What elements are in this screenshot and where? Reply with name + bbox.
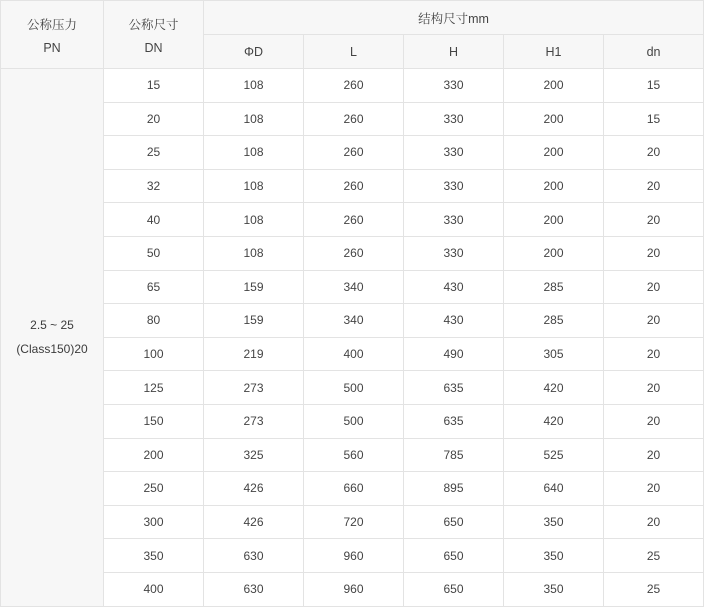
cell-h: 330	[404, 136, 504, 170]
table-row	[1, 337, 704, 371]
cell-l: 260	[304, 69, 404, 103]
table-row	[1, 371, 704, 405]
cell-h1: 350	[504, 572, 604, 606]
cell-phi-d: 108	[204, 169, 304, 203]
cell-dn2: 20	[604, 438, 704, 472]
cell-dn: 100	[104, 337, 204, 371]
cell-h: 330	[404, 236, 504, 270]
cell-h: 330	[404, 102, 504, 136]
cell-h1: 350	[504, 505, 604, 539]
header-nominal-pressure-line1: 公称压力	[26, 17, 77, 32]
header-col-dn: dn	[604, 35, 704, 69]
table-row	[1, 304, 704, 338]
cell-h: 895	[404, 472, 504, 506]
table-row	[1, 102, 704, 136]
cell-phi-d: 273	[204, 371, 304, 405]
table-row	[1, 236, 704, 270]
cell-dn2: 15	[604, 102, 704, 136]
cell-h: 635	[404, 371, 504, 405]
cell-h: 330	[404, 169, 504, 203]
cell-l: 260	[304, 102, 404, 136]
cell-phi-d: 630	[204, 539, 304, 573]
cell-phi-d: 426	[204, 505, 304, 539]
cell-dn2: 20	[604, 270, 704, 304]
header-col-l: L	[304, 35, 404, 69]
cell-h1: 420	[504, 404, 604, 438]
cell-h: 650	[404, 572, 504, 606]
table-row	[1, 136, 704, 170]
cell-h: 650	[404, 539, 504, 573]
table-row	[1, 270, 704, 304]
header-nominal-size-line2: DN	[144, 40, 163, 55]
cell-dn: 40	[104, 203, 204, 237]
header-nominal-size-line1: 公称尺寸	[128, 17, 179, 32]
cell-phi-d: 108	[204, 203, 304, 237]
cell-dn: 50	[104, 236, 204, 270]
cell-dn2: 25	[604, 572, 704, 606]
cell-dn2: 25	[604, 539, 704, 573]
cell-phi-d: 273	[204, 404, 304, 438]
cell-dn2: 20	[604, 505, 704, 539]
cell-dn: 20	[104, 102, 204, 136]
cell-dn2: 20	[604, 371, 704, 405]
table-row	[1, 69, 704, 103]
cell-h1: 525	[504, 438, 604, 472]
cell-dn: 32	[104, 169, 204, 203]
cell-dn: 400	[104, 572, 204, 606]
cell-phi-d: 108	[204, 102, 304, 136]
header-col-phi-d: ΦD	[204, 35, 304, 69]
table-row	[1, 572, 704, 606]
table-row	[1, 472, 704, 506]
cell-l: 660	[304, 472, 404, 506]
cell-phi-d: 108	[204, 136, 304, 170]
cell-dn: 15	[104, 69, 204, 103]
cell-h: 635	[404, 404, 504, 438]
cell-phi-d: 630	[204, 572, 304, 606]
cell-phi-d: 325	[204, 438, 304, 472]
cell-dn2: 20	[604, 136, 704, 170]
cell-h: 650	[404, 505, 504, 539]
cell-phi-d: 159	[204, 270, 304, 304]
header-col-h1: H1	[504, 35, 604, 69]
cell-h1: 200	[504, 169, 604, 203]
cell-h: 330	[404, 203, 504, 237]
cell-dn: 300	[104, 505, 204, 539]
cell-dn2: 20	[604, 337, 704, 371]
cell-dn2: 15	[604, 69, 704, 103]
cell-h1: 350	[504, 539, 604, 573]
header-nominal-pressure-line2: PN	[43, 40, 61, 55]
cell-h1: 200	[504, 136, 604, 170]
cell-h1: 305	[504, 337, 604, 371]
cell-phi-d: 219	[204, 337, 304, 371]
table-row	[1, 539, 704, 573]
cell-phi-d: 108	[204, 236, 304, 270]
table-row	[1, 438, 704, 472]
cell-dn: 350	[104, 539, 204, 573]
cell-h: 430	[404, 270, 504, 304]
cell-dn2: 20	[604, 404, 704, 438]
cell-dn2: 20	[604, 203, 704, 237]
table-row	[1, 505, 704, 539]
cell-dn: 150	[104, 404, 204, 438]
cell-h1: 285	[504, 304, 604, 338]
cell-pressure-range	[1, 69, 104, 607]
cell-h1: 640	[504, 472, 604, 506]
cell-l: 260	[304, 169, 404, 203]
cell-l: 960	[304, 572, 404, 606]
cell-h1: 200	[504, 102, 604, 136]
cell-h: 490	[404, 337, 504, 371]
cell-dn: 65	[104, 270, 204, 304]
cell-h1: 200	[504, 69, 604, 103]
cell-dn2: 20	[604, 472, 704, 506]
table-row	[1, 404, 704, 438]
cell-l: 720	[304, 505, 404, 539]
cell-l: 400	[304, 337, 404, 371]
cell-dn: 200	[104, 438, 204, 472]
cell-dn: 25	[104, 136, 204, 170]
table-row	[1, 169, 704, 203]
cell-dn: 250	[104, 472, 204, 506]
cell-h: 430	[404, 304, 504, 338]
cell-phi-d: 159	[204, 304, 304, 338]
cell-dn: 80	[104, 304, 204, 338]
cell-l: 260	[304, 203, 404, 237]
cell-pressure-range-line1: 2.5 ~ 25	[30, 318, 74, 333]
header-nominal-pressure	[1, 1, 104, 69]
cell-h1: 200	[504, 203, 604, 237]
table-header-row-1	[1, 1, 704, 35]
cell-h1: 285	[504, 270, 604, 304]
cell-l: 960	[304, 539, 404, 573]
cell-phi-d: 108	[204, 69, 304, 103]
cell-l: 560	[304, 438, 404, 472]
cell-phi-d: 426	[204, 472, 304, 506]
cell-l: 340	[304, 270, 404, 304]
cell-l: 500	[304, 371, 404, 405]
header-col-h: H	[404, 35, 504, 69]
cell-h1: 420	[504, 371, 604, 405]
cell-l: 260	[304, 236, 404, 270]
cell-dn: 125	[104, 371, 204, 405]
cell-dn2: 20	[604, 236, 704, 270]
cell-l: 340	[304, 304, 404, 338]
cell-h: 330	[404, 69, 504, 103]
cell-l: 500	[304, 404, 404, 438]
cell-dn2: 20	[604, 304, 704, 338]
table-body	[1, 69, 704, 607]
cell-h: 785	[404, 438, 504, 472]
cell-pressure-range-line2: (Class150)20	[16, 342, 88, 357]
header-nominal-size	[104, 1, 204, 69]
cell-l: 260	[304, 136, 404, 170]
header-structural-dimensions: 结构尺寸mm	[204, 1, 704, 35]
table-row	[1, 203, 704, 237]
cell-dn2: 20	[604, 169, 704, 203]
table-head	[1, 1, 704, 69]
cell-h1: 200	[504, 236, 604, 270]
